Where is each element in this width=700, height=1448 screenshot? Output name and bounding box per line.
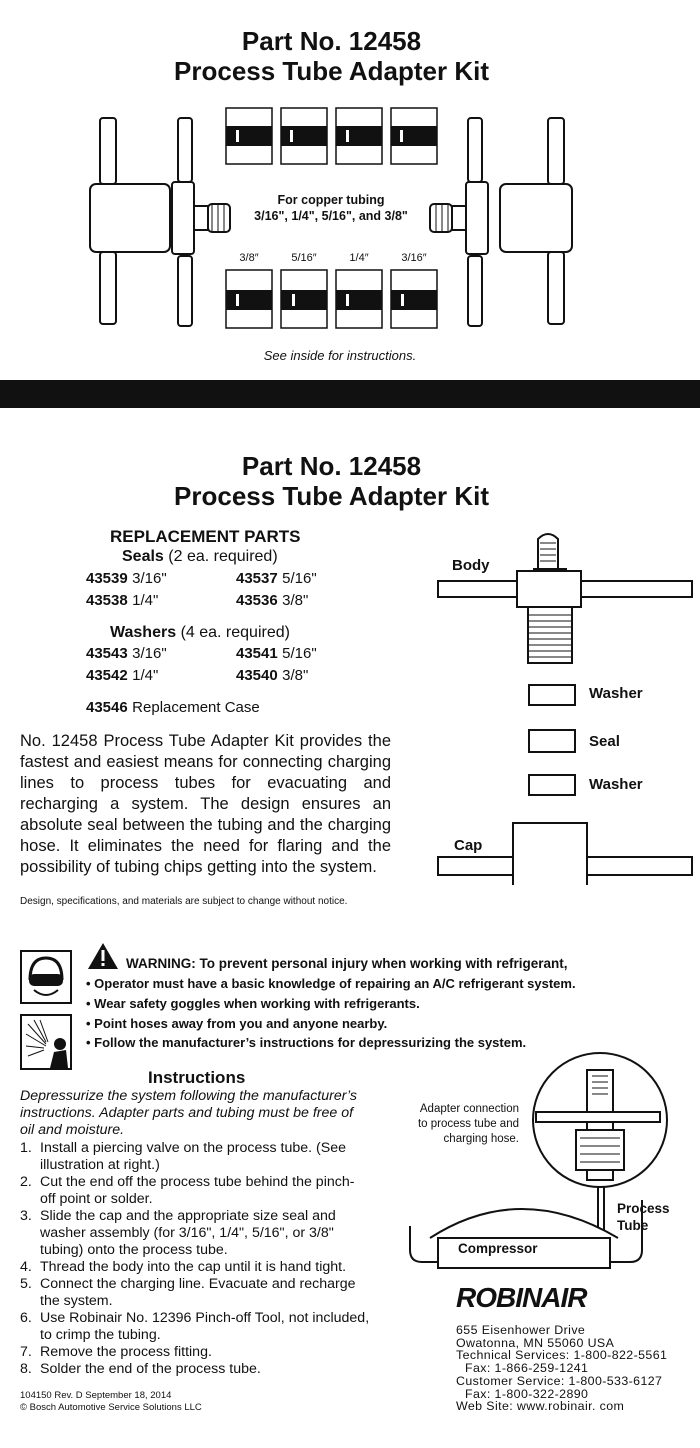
inside-title-line1: Part No. 12458 (241, 451, 422, 481)
contact-info: 655 Eisenhower Drive Owatonna, MN 55060 USA Technical Services: 1-800-822-5561 Fax: 1-866-259-1241 Customer Service: 1-800-533-6127 Fax: 1-800-322-2890 Web Site: www.robinair. com (456, 1323, 668, 1414)
instruction-step: 5. Connect the charging line. Evacuate and recharge the system. (20, 1276, 356, 1309)
spray-hazard-icon (20, 1014, 72, 1070)
robinair-logo: ROBINAIR (456, 1282, 587, 1313)
see-inside-note: See inside for instructions. (263, 348, 417, 363)
compressor-label: Compressor (458, 1241, 538, 1256)
size-label-5-16: 5/16″ (291, 252, 317, 264)
label-body: Body (452, 557, 490, 574)
instruction-step: 7. Remove the process fitting. (20, 1344, 212, 1360)
size-label-1-4: 1/4″ (349, 252, 369, 264)
washer-part-row: 43541 5/16" (236, 645, 317, 662)
kit-description: No. 12458 Process Tube Adapter Kit provides the fastest and easiest means for connecting charging lines to process tubes for evacuating and recharging a system. The design ensures an absolute seal between the tubing and the charging hose. It eliminates the need for flaring and the possibility of tubing chips getting into the system. (20, 732, 391, 876)
washer-part-row: 43542 1/4" (86, 667, 159, 684)
label-seal: Seal (589, 733, 620, 750)
tubing-note-line1: For copper tubing (277, 193, 385, 207)
label-washer-top: Washer (589, 685, 643, 702)
case-part-row: 43546 Replacement Case (86, 699, 260, 716)
document-footer: 104150 Rev. D September 18, 2014 © Bosch Automotive Service Solutions LLC (20, 1390, 202, 1413)
instruction-step: 6. Use Robinair No. 12396 Pinch-off Tool, not included, to crimp the tubing. (20, 1310, 370, 1343)
instruction-step: 8. Solder the end of the process tube. (20, 1361, 261, 1377)
disclaimer: Design, specifications, and materials are subject to change without notice. (20, 896, 348, 907)
tubing-note-line2: 3/16", 1/4", 5/16", and 3/8" (254, 209, 408, 223)
seal-part-row: 43539 3/16" (86, 570, 167, 587)
warning-triangle-icon (87, 942, 119, 970)
instruction-step: 4. Thread the body into the cap until it is hand tight. (20, 1259, 347, 1275)
instructions-heading: Instructions (148, 1068, 246, 1087)
safety-goggles-icon (20, 950, 72, 1004)
process-tube-label: Process Tube (617, 1201, 670, 1233)
replacement-parts-heading: REPLACEMENT PARTS (110, 527, 301, 546)
size-label-3-8: 3/8″ (239, 252, 259, 264)
seal-part-row: 43537 5/16" (236, 570, 317, 587)
instruction-steps (20, 1140, 392, 1378)
warning-bullet: • Point hoses away from you and anyone nearby. (86, 1016, 388, 1031)
instruction-step: 3. Slide the cap and the appropriate size seal and washer assembly (for 3/16", 1/4", 5/16", or 3/8" tubing) onto the process tube. (20, 1208, 336, 1258)
warning-bullet: • Operator must have a basic knowledge of repairing an A/C refrigerant system. (86, 976, 576, 991)
compressor-connection-diagram (390, 1050, 700, 1275)
cover-title-line2: Process Tube Adapter Kit (174, 56, 489, 86)
warning-bullet: • Wear safety goggles when working with refrigerants. (86, 996, 420, 1011)
cover-title-line1: Part No. 12458 (241, 26, 422, 56)
label-washer-bottom: Washer (589, 776, 643, 793)
size-label-3-16: 3/16″ (401, 252, 427, 264)
washer-part-row: 43540 3/8" (236, 667, 309, 684)
instruction-step: 2. Cut the end off the process tube behind the pinch- off point or solder. (20, 1174, 355, 1207)
instructions-intro: Depressurize the system following the manufacturer’s instructions. Adapter parts and tubing must be free of oil and moisture. (20, 1088, 357, 1138)
adapter-connection-note: Adapter connection to process tube and charging hose. (417, 1103, 519, 1145)
warning-bullet: • Follow the manufacturer’s instructions for depressurizing the system. (86, 1035, 527, 1050)
seals-heading: Seals (2 ea. required) (122, 548, 278, 565)
washers-heading: Washers (4 ea. required) (110, 624, 290, 641)
inside-title-line2: Process Tube Adapter Kit (174, 481, 489, 511)
label-cap: Cap (454, 837, 483, 854)
exploded-parts-diagram (430, 525, 700, 885)
warning-title: WARNING: To prevent personal injury when working with refrigerant, (126, 956, 568, 971)
seal-part-row: 43536 3/8" (236, 592, 309, 609)
instruction-step: 1. Install a piercing valve on the process tube. (See illustration at right.) (20, 1140, 346, 1173)
seal-part-row: 43538 1/4" (86, 592, 159, 609)
divider-bar (0, 380, 700, 408)
washer-part-row: 43543 3/16" (86, 645, 167, 662)
